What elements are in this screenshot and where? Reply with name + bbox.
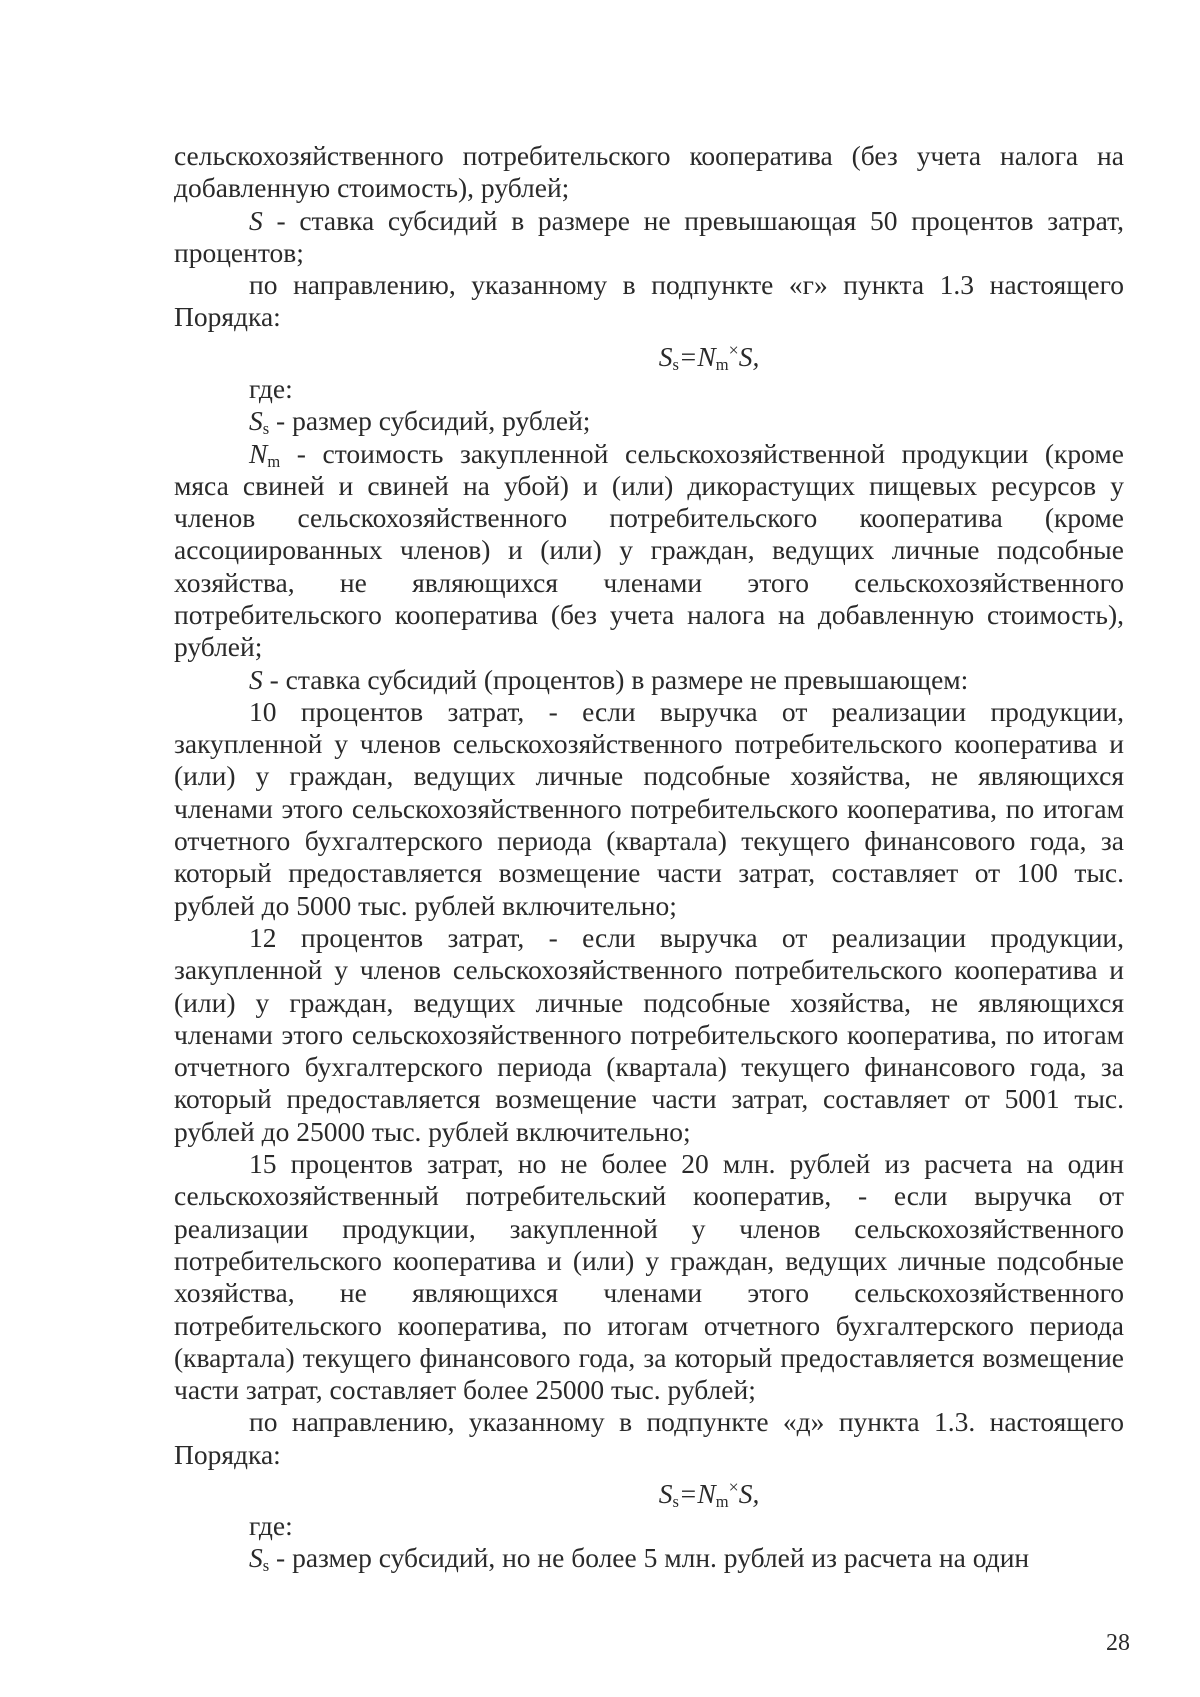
paragraph-subsidy-size-2: $S_s$ - размер субсидий, но не более 5 млн. рублей из расчета на один xyxy=(249,1542,1030,1576)
where-label-2: где: xyxy=(249,1510,293,1542)
paragraph-continuation: сельскохозяйственного потребительского кооператива (без учета налога на добавленную стоимость), рублей; xyxy=(174,140,1124,204)
formula-2: $S_s=N_m^\times S$, xyxy=(658,1477,760,1511)
page-number: 28 xyxy=(1106,1630,1130,1656)
paragraph-rate-levels: S - ставка субсидий (процентов) в размере не превышающем: xyxy=(249,663,969,695)
paragraph-cost-definition: $N_m$ - стоимость закупленной сельскохозяйственной продукции (кроме мяса свиней и свиней на убой) и (или) дикорастущих пищевых ресурсов у членов сельскохозяйственного потребительского кооператива (кроме ассоциированных членов) и (или) у граждан, ведущих личные подсобные хозяйства, не являющихся членами этого сельскохозяйственного потребительского кооператива (без учета налога на добавленную стоимость), рублей; xyxy=(174,437,1124,663)
paragraph-rate-15: 15 процентов затрат, но не более 20 млн. рублей из расчета на один сельскохозяйственный потребительский кооператив, - если выручка от реализации продукции, закупленной у членов сельскохозяйственного потребительского кооператива и (или) у граждан, ведущих личные подсобные хозяйства, не являющихся членами этого сельскохозяйственного потребительского кооператива, по итогам отчетного бухгалтерского периода (квартала) текущего финансового года, за который предоставляется возмещение части затрат, составляет более 25000 тыс. рублей; xyxy=(174,1148,1124,1406)
paragraph-rate-definition: S - ставка субсидий в размере не превышающая 50 процентов затрат, процентов; xyxy=(174,204,1124,268)
paragraph-direction-g: по направлению, указанному в подпункте «г» пункта 1.3 настоящего Порядка: xyxy=(174,269,1124,333)
variable-s: S xyxy=(249,204,263,236)
paragraph-subsidy-size-1: $S_s$ - размер субсидий, рублей; xyxy=(249,405,591,439)
where-label-1: где: xyxy=(249,372,293,404)
paragraph-rate-10: 10 процентов затрат, - если выручка от реализации продукции, закупленной у членов сельскохозяйственного потребительского кооператива и (или) у граждан, ведущих личные подсобные хозяйства, не являющихся членами этого сельскохозяйственного потребительского кооператива, по итогам отчетного бухгалтерского периода (квартала) текущего финансового года, за который предоставляется возмещение части затрат, составляет от 100 тыс. рублей до 5000 тыс. рублей включительно; xyxy=(174,695,1124,921)
formula-1: $S_s=N_m^\times S$, xyxy=(658,339,760,374)
paragraph-direction-d: по направлению, указанному в подпункте «д» пункта 1.3. настоящего Порядка: xyxy=(174,1406,1124,1470)
document-body xyxy=(174,140,1124,1575)
paragraph-rate-12: 12 процентов затрат, - если выручка от реализации продукции, закупленной у членов сельскохозяйственного потребительского кооператива и (или) у граждан, ведущих личные подсобные хозяйства, не являющихся членами этого сельскохозяйственного потребительского кооператива, по итогам отчетного бухгалтерского периода (квартала) текущего финансового года, за который предоставляется возмещение части затрат, составляет от 5001 тыс. рублей до 25000 тыс. рублей включительно; xyxy=(174,921,1124,1147)
